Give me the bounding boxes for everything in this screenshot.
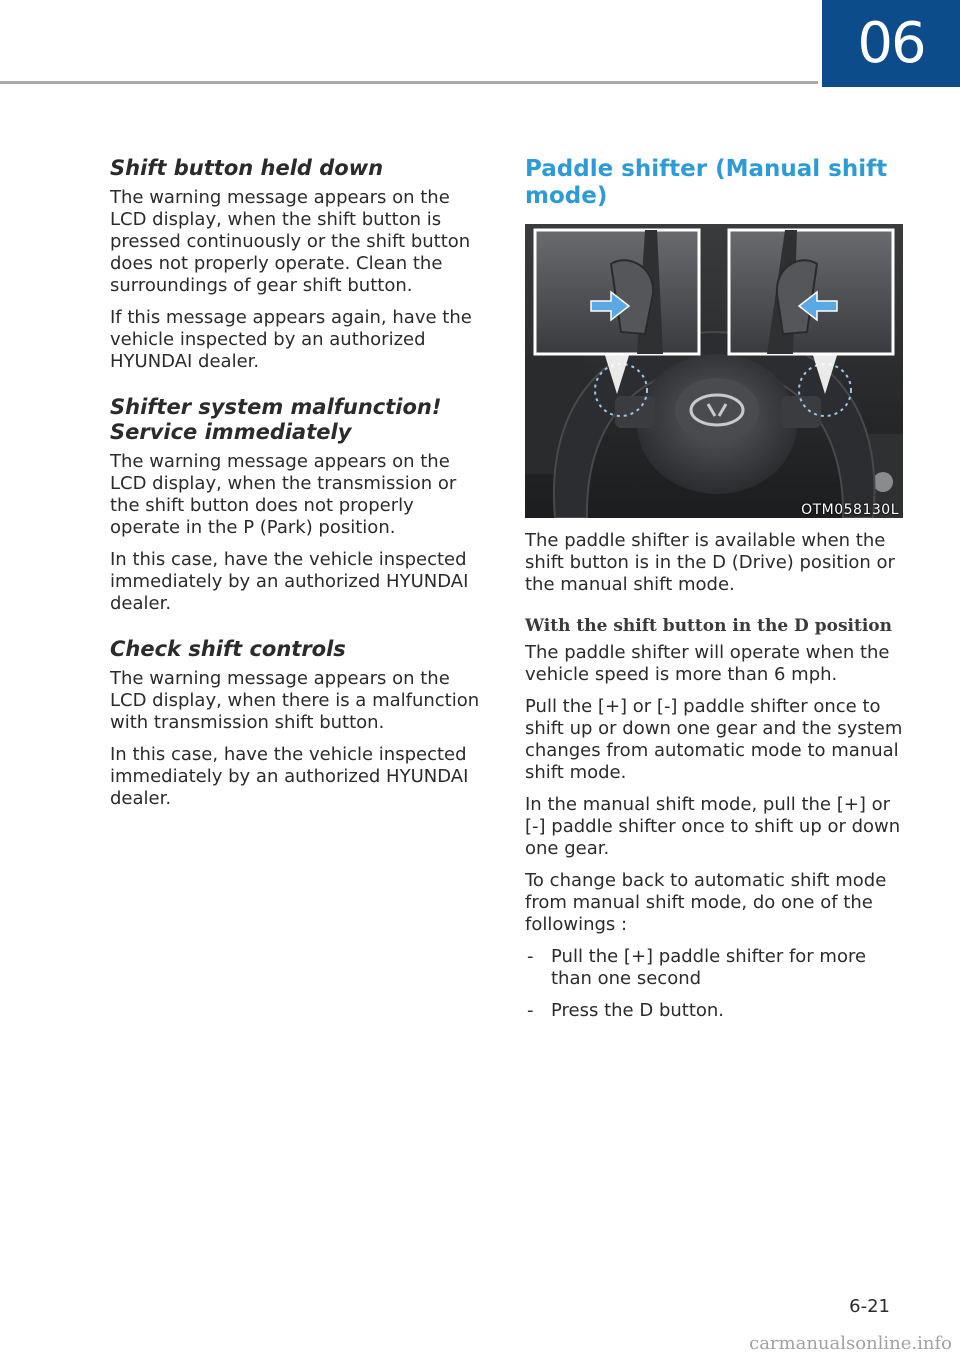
paragraph: In the manual shift mode, pull the [+] or [-] paddle shifter once to shift up or down one gear. — [525, 794, 901, 859]
footer-watermark[interactable]: carmanualsonline.info — [749, 1333, 952, 1354]
left-column — [110, 156, 482, 820]
section-check-shift-controls — [110, 637, 482, 810]
steering-wheel-illustration — [525, 224, 903, 518]
paragraph: The warning message appears on the LCD display, when there is a malfunction with transmission shift button. — [110, 668, 480, 733]
list-item: - Pull the [+] paddle shifter for more than one second — [525, 946, 903, 990]
paragraph: The warning message appears on the LCD display, when the shift button is pressed continuously or the shift button does not properly operate. Clean the surroundings of gear shift button. — [110, 187, 471, 296]
paragraph: If this message appears again, have the vehicle inspected by an authorized HYUNDAI dealer. — [110, 307, 472, 372]
section-shift-button-held — [110, 156, 482, 373]
right-column — [525, 156, 903, 1032]
list-item: - Press the D button. — [525, 1000, 903, 1022]
section-shifter-malfunction — [110, 395, 482, 615]
section-heading: Check shift controls — [110, 637, 346, 661]
header-rule — [0, 81, 818, 84]
paragraph: Pull the [+] or [-] paddle shifter once to shift up or down one gear and the system changes from automatic mode to manual shift mode. — [525, 696, 903, 783]
section-heading: Shift button held down — [110, 156, 384, 180]
paragraph: The paddle shifter will operate when the vehicle speed is more than 6 mph. — [525, 642, 890, 685]
paragraph: The warning message appears on the LCD display, when the transmission or the shift button does not properly operate in the P (Park) position. — [110, 451, 457, 538]
paragraph: In this case, have the vehicle inspected immediately by an authorized HYUNDAI dealer. — [110, 549, 469, 614]
intro-paragraph: The paddle shifter is available when the shift button is in the D (Drive) position or the manual shift mode. — [525, 530, 895, 595]
subheading: With the shift button in the D position — [525, 616, 892, 636]
paragraph: In this case, have the vehicle inspected immediately by an authorized HYUNDAI dealer. — [110, 744, 469, 809]
page-number: 6-21 — [849, 1296, 890, 1317]
options-list — [525, 946, 903, 1022]
paragraph: To change back to automatic shift mode from manual shift mode, do one of the followings : — [525, 870, 887, 935]
section-title: Paddle shifter (Manual shift mode) — [525, 156, 888, 209]
image-code: OTM058130L — [801, 502, 899, 518]
paddle-shifter-photo — [525, 224, 903, 518]
chapter-tab: 06 — [822, 0, 960, 87]
section-heading: Shifter system malfunction! Service immediately — [110, 395, 442, 444]
